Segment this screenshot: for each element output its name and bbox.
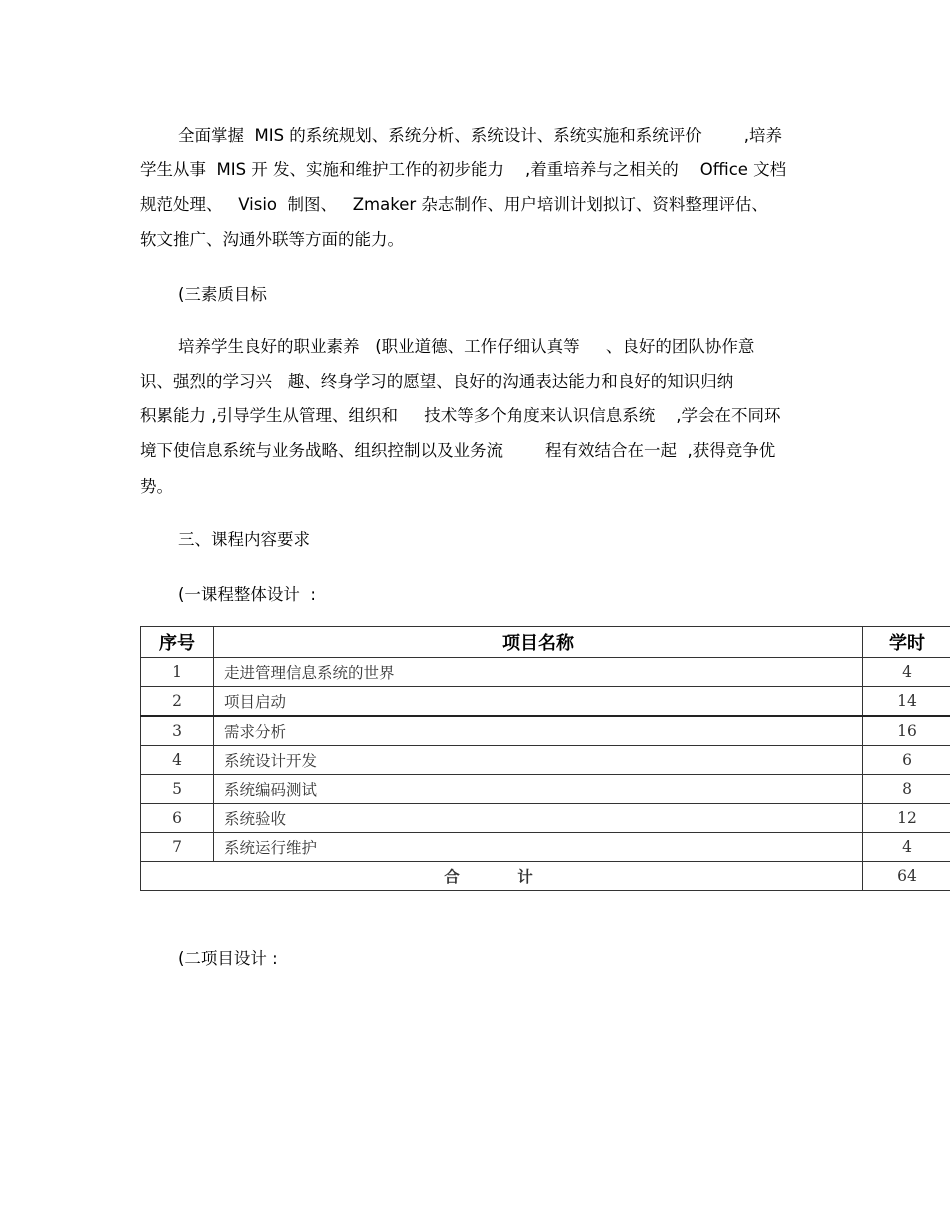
overall-design-heading: (一课程整体设计 : [178, 585, 316, 604]
paragraph-line: 识、强烈的学习兴 趣、终身学习的愿望、良好的沟通表达能力和良好的知识归纳 [140, 372, 734, 391]
header-no: 序号 [141, 627, 214, 658]
table-row [141, 658, 950, 687]
paragraph-line: 势。 [140, 477, 173, 496]
table-row [141, 804, 950, 833]
paragraph-line: 学生从事 MIS 开 发、实施和维护工作的初步能力 ,着重培养与之相关的 Office 文档 [140, 160, 787, 179]
row-no: 6 [141, 804, 214, 833]
paragraph-line: 积累能力 ,引导学生从管理、组织和 技术等多个角度来认识信息系统 ,学会在不同环 [140, 406, 781, 425]
row-name: 项目启动 [214, 687, 863, 717]
table-header-row [141, 627, 950, 658]
row-hours: 8 [863, 775, 950, 804]
row-no: 2 [141, 687, 214, 717]
table-row [141, 746, 950, 775]
row-name: 系统编码测试 [214, 775, 863, 804]
row-name: 需求分析 [214, 716, 863, 746]
row-hours: 16 [863, 716, 950, 746]
row-hours: 4 [863, 833, 950, 862]
table-row [141, 716, 950, 746]
paragraph-line: 规范处理、 Visio 制图、 Zmaker 杂志制作、用户培训计划拟订、资料整理评估、 [140, 195, 768, 214]
total-label: 合 计 [141, 862, 863, 891]
paragraph-line: 培养学生良好的职业素养 (职业道德、工作仔细认真等 、良好的团队协作意 [178, 337, 755, 356]
course-table [140, 626, 950, 891]
row-name: 系统运行维护 [214, 833, 863, 862]
total-hours: 64 [863, 862, 950, 891]
row-no: 1 [141, 658, 214, 687]
row-hours: 4 [863, 658, 950, 687]
row-no: 5 [141, 775, 214, 804]
table-total-row [141, 862, 950, 891]
row-no: 7 [141, 833, 214, 862]
row-no: 4 [141, 746, 214, 775]
paragraph-line: 软文推广、沟通外联等方面的能力。 [140, 230, 404, 249]
row-name: 走进管理信息系统的世界 [214, 658, 863, 687]
row-hours: 12 [863, 804, 950, 833]
table-row [141, 833, 950, 862]
header-hours: 学时 [863, 627, 950, 658]
row-hours: 14 [863, 687, 950, 717]
paragraph-line: 全面掌握 MIS 的系统规划、系统分析、系统设计、系统实施和系统评价 ,培养 [178, 126, 783, 145]
row-name: 系统设计开发 [214, 746, 863, 775]
project-design-heading: (二项目设计 : [178, 949, 278, 968]
quality-goal-heading: (三素质目标 [178, 285, 267, 304]
paragraph-line: 境下使信息系统与业务战略、组织控制以及业务流 程有效结合在一起 ,获得竞争优 [140, 441, 776, 460]
table-row [141, 687, 950, 717]
header-name: 项目名称 [214, 627, 863, 658]
row-hours: 6 [863, 746, 950, 775]
section-heading: 三、课程内容要求 [178, 530, 310, 549]
table-row [141, 775, 950, 804]
row-name: 系统验收 [214, 804, 863, 833]
row-no: 3 [141, 716, 214, 746]
